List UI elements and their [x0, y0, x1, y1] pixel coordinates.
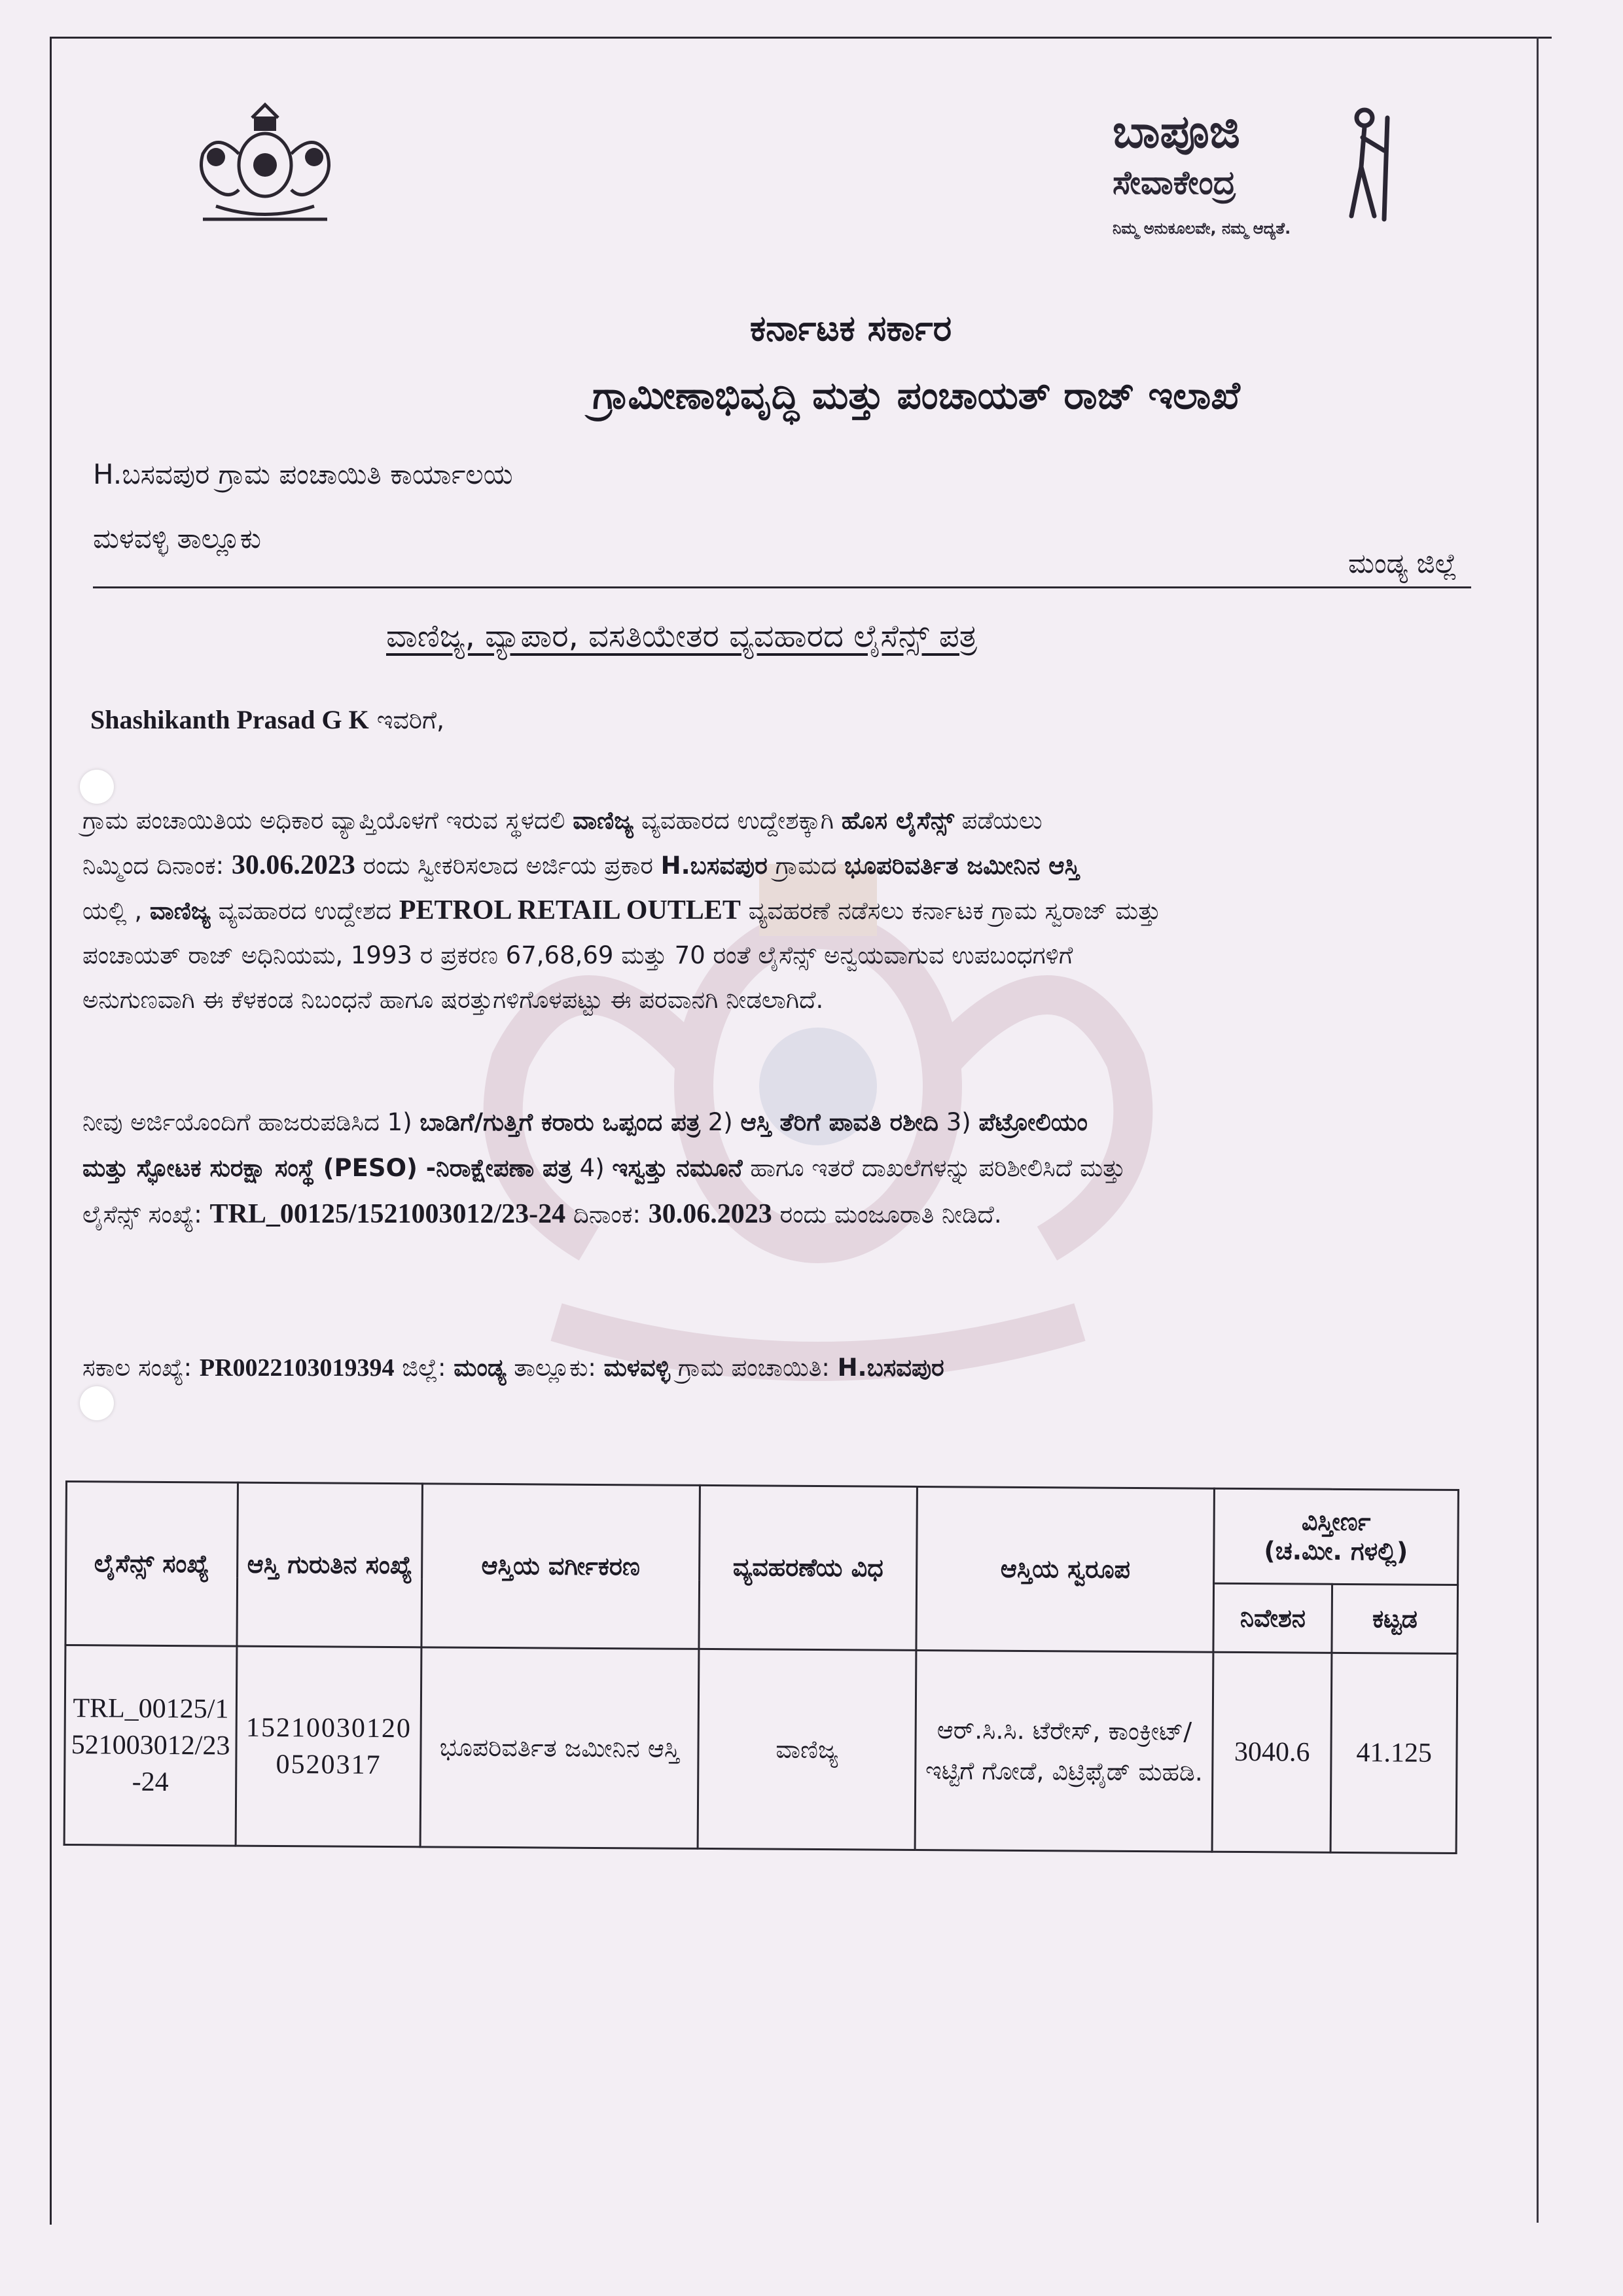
karnataka-emblem [177, 92, 353, 229]
text-span: ಭೂಪರಿವರ್ತಿತ ಜಮೀನಿನ ಆಸ್ತಿ [844, 852, 1080, 880]
paragraph-line [82, 843, 1161, 888]
text-span: 2) [700, 1108, 741, 1136]
header-building: ಕಟ್ಟಡ [1332, 1584, 1457, 1653]
cell-property-class: ಭೂಪರಿವರ್ತಿತ ಜಮೀನಿನ ಆಸ್ತಿ [420, 1647, 698, 1849]
certificate-title: ವಾಣಿಜ್ಯ, ವ್ಯಾಪಾರ, ವಸತಿಯೇತರ ವ್ಯವಹಾರದ ಲೈಸೆನ್ಸ್ ಪತ್ರ [386, 618, 978, 655]
cell-property-nature: ಆರ್.ಸಿ.ಸಿ. ಟೆರೇಸ್, ಕಾಂಕ್ರೀಟ್/ಇಟ್ಟಿಗೆ ಗೋಡೆ, ವಿಟ್ರಿಫೈಡ್ ಮಹಡಿ. [915, 1650, 1213, 1852]
text-span: 3) [938, 1108, 979, 1136]
area-unit: (ಚ.ಮೀ. ಗಳಲ್ಲಿ) [1264, 1536, 1408, 1566]
text-span: ದಿನಾಂಕ: [565, 1200, 649, 1229]
cell-transaction-type: ವಾಣಿಜ್ಯ [698, 1649, 917, 1850]
paragraph-line [82, 888, 1161, 933]
recipient-name: Shashikanth Prasad G K [90, 705, 369, 734]
license-paragraph [82, 798, 1161, 1022]
text-span: ವಾಣಿಜ್ಯ [149, 897, 211, 925]
district-name: ಮಂಡ್ಯ ಜಿಲ್ಲೆ [1348, 547, 1457, 579]
taluk-name: ಮಳವಳ್ಳಿ ತಾಲ್ಲೂಕು [93, 522, 261, 554]
paragraph-line [82, 1191, 1126, 1238]
header-property-class: ಆಸ್ತಿಯ ವರ್ಗೀಕರಣ [421, 1484, 700, 1649]
text-span: ಜಿಲ್ಲೆ: [394, 1354, 454, 1382]
text-span: ಮಳವಳ್ಳಿ [603, 1354, 671, 1382]
reference-line [82, 1346, 944, 1390]
text-span: ಹಾಗೂ ಇತರೆ ದಾಖಲೆಗಳನ್ನು ಪರಿಶೀಲಿಸಿದೆ ಮತ್ತು [742, 1154, 1126, 1182]
header-transaction-type: ವ್ಯವಹರಣೆಯ ವಿಧ [699, 1485, 918, 1650]
text-span: ಗ್ರಾಮದ [767, 852, 845, 880]
text-span: ನೀವು ಅರ್ಜಿಯೊಂದಿಗೆ ಹಾಜರುಪಡಿಸಿದ 1) [82, 1108, 420, 1136]
text-span: ಮತ್ತು ಸ್ಫೋಟಕ ಸುರಕ್ಷಾ ಸಂಸ್ಥೆ (PESO) -ನಿರಾಕ್ಷೇಪಣಾ ಪತ್ರ [82, 1154, 572, 1182]
text-span: ಹೊಸ ಲೈಸೆನ್ಸ್ [841, 806, 954, 834]
text-span: ಇಸ್ವತ್ತು ನಮೂನೆ [612, 1154, 743, 1182]
text-span: H.ಬಸವಪುರ [660, 852, 768, 880]
text-span: ನಿಮ್ಮಿಂದ ದಿನಾಂಕ: [82, 852, 232, 880]
header-license-no: ಲೈಸೆನ್ಸ್ ಸಂಖ್ಯೆ [65, 1482, 238, 1647]
government-name: ಕರ್ನಾಟಕ ಸರ್ಕಾರ [749, 308, 952, 349]
business-name: PETROL RETAIL OUTLET [399, 895, 741, 925]
logo-subtitle: ಸೇವಾಕೇಂದ್ರ [1113, 164, 1236, 202]
header-property-nature: ಆಸ್ತಿಯ ಸ್ವರೂಪ [916, 1486, 1214, 1652]
page-border-right [1537, 37, 1539, 2223]
license-number: TRL_00125/1521003012/23-24 [209, 1199, 566, 1229]
text-span: ರಂದು ಮಂಜೂರಾತಿ ನೀಡಿದೆ. [772, 1200, 1002, 1229]
cell-property-id: 152100301200520317 [236, 1646, 421, 1847]
text-span: ವ್ಯವಹರಣೆ ನಡೆಸಲು ಕರ್ನಾಟಕ ಗ್ರಾಮ ಸ್ವರಾಜ್ ಮತ್ತು [740, 897, 1161, 925]
text-span: ಯಲ್ಲಿ , [82, 897, 150, 925]
cell-license-no: TRL_00125/1521003012/23-24 [64, 1645, 237, 1846]
text-span: ಗ್ರಾಮ ಪಂಚಾಯಿತಿಯ ಅಧಿಕಾರ ವ್ಯಾಪ್ತಿಯೊಳಗೆ ಇರುವ ಸ್ಥಳದಲಿ [82, 806, 573, 834]
text-span: ಮಂಡ್ಯ [454, 1354, 507, 1382]
department-name: ಗ್ರಾಮೀಣಾಭಿವೃದ್ಧಿ ಮತ್ತು ಪಂಚಾಯತ್ ರಾಜ್ ಇಲಾಖೆ [592, 373, 1240, 418]
text-span: ಆಸ್ತಿ ತೆರಿಗೆ ಪಾವತಿ ರಶೀದಿ [740, 1108, 938, 1136]
text-span: ವಾಣಿಜ್ಯ [573, 806, 634, 834]
text-span: ಬಾಡಿಗೆ/ಗುತ್ತಿಗೆ ಕರಾರು ಒಪ್ಪಂದ ಪತ್ರ [419, 1108, 700, 1136]
punch-hole-bottom [80, 1386, 114, 1420]
text-span: ಪಡೆಯಲು [954, 806, 1043, 834]
table-row [64, 1645, 1457, 1854]
paragraph-line [82, 1145, 1126, 1191]
documents-paragraph [82, 1100, 1126, 1238]
bapuji-logo [1113, 105, 1453, 249]
header-site: ನಿವೇಶನ [1213, 1583, 1332, 1653]
paragraph-line: ಅನುಗುಣವಾಗಿ ಈ ಕೆಳಕಂಡ ನಿಬಂಧನೆ ಹಾಗೂ ಷರತ್ತುಗಳಿಗೊಳಪಟ್ಟು ಈ ಪರವಾನಗಿ ನೀಡಲಾಗಿದೆ. [82, 986, 824, 1014]
sakala-number: PR0022103019394 [199, 1354, 395, 1382]
header-property-id: ಆಸ್ತಿ ಗುರುತಿನ ಸಂಖ್ಯೆ [237, 1482, 423, 1647]
logo-tagline: ನಿಮ್ಮ ಅನುಕೂಲವೇ, ನಮ್ಮ ಆದ್ಯತೆ. [1113, 219, 1291, 238]
text-span: ಲೈಸೆನ್ಸ್ ಸಂಖ್ಯೆ: [82, 1200, 210, 1229]
text-span: ತಾಲ್ಲೂಕು: [506, 1354, 604, 1382]
paragraph-line [82, 798, 1161, 843]
table-header-row [66, 1482, 1459, 1585]
text-span: ವ್ಯವಹಾರದ ಉದ್ದೇಶದ [210, 897, 399, 925]
gandhi-figure-icon [1329, 105, 1407, 223]
recipient-line [90, 704, 444, 735]
header-divider [93, 586, 1471, 588]
paragraph-line: ಪಂಚಾಯತ್ ರಾಜ್ ಅಧಿನಿಯಮ, 1993 ರ ಪ್ರಕರಣ 67,68,69 ಮತ್ತು 70 ರಂತೆ ಲೈಸೆನ್ಸ್ ಅನ್ವಯವಾಗುವ ಉಪಬಂಧಗಳಿಗೆ [82, 941, 1073, 969]
cell-site-area: 3040.6 [1212, 1652, 1332, 1852]
header-area [1214, 1488, 1459, 1585]
recipient-suffix: ಇವರಿಗೆ, [368, 706, 445, 734]
text-span: ಪೆಟ್ರೋಲಿಯಂ [978, 1108, 1088, 1136]
text-span: 4) [571, 1154, 613, 1182]
application-date: 30.06.2023 [231, 850, 355, 880]
text-span: ವ್ಯವಹಾರದ ಉದ್ದೇಶಕ್ಕಾಗಿ [633, 806, 842, 834]
text-span: ಸಕಾಲ ಸಂಖ್ಯೆ: [82, 1354, 200, 1382]
office-name: H.ಬಸವಪುರ ಗ್ರಾಮ ಪಂಚಾಯಿತಿ ಕಾರ್ಯಾಲಯ [93, 458, 513, 490]
paragraph-line [82, 1100, 1126, 1145]
text-span: ರಂದು ಸ್ವೀಕರಿಸಲಾದ ಅರ್ಜಿಯ ಪ್ರಕಾರ [355, 852, 661, 880]
cell-building-area: 41.125 [1331, 1653, 1457, 1853]
license-table [63, 1480, 1459, 1854]
text-span: ಗ್ರಾಮ ಪಂಚಾಯಿತಿ: [670, 1354, 838, 1382]
logo-title: ಬಾಪೂಜಿ [1113, 105, 1240, 158]
sanction-date: 30.06.2023 [648, 1199, 772, 1229]
area-label: ವಿಸ್ತೀರ್ಣ [1301, 1507, 1371, 1537]
text-span: H.ಬಸವಪುರ [837, 1354, 944, 1382]
